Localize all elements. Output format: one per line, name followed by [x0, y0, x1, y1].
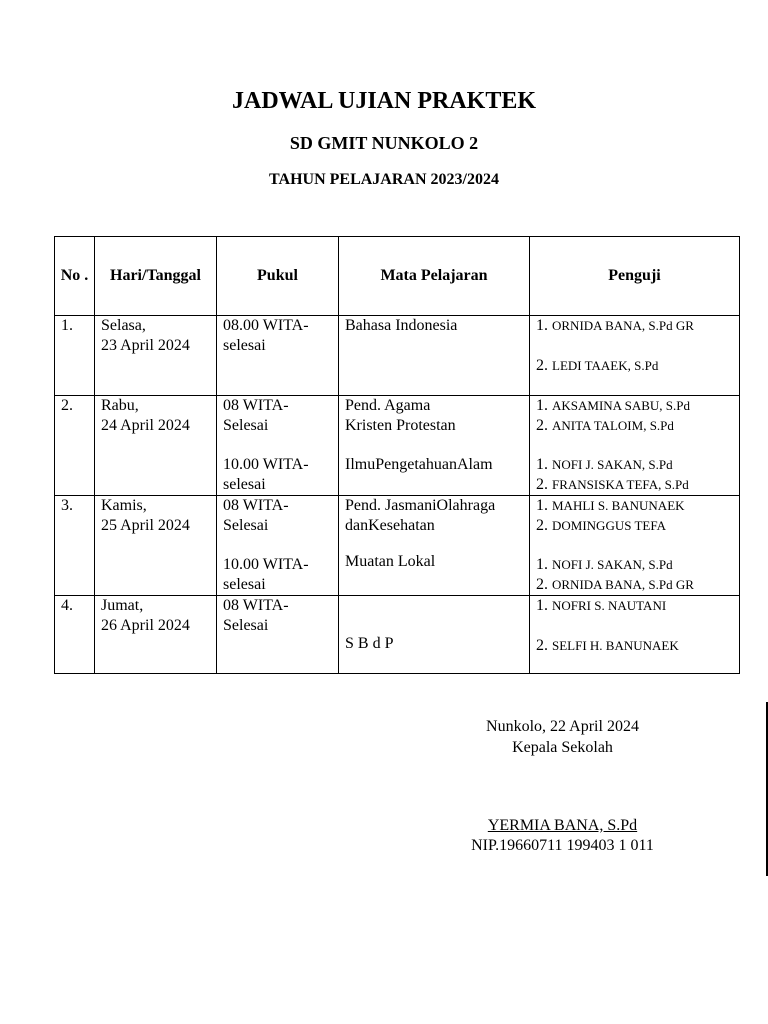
exam-schedule-table [54, 236, 740, 674]
header-day: Hari/Tanggal [95, 237, 217, 316]
row-subject: Pend. Agama Kristen Protestan IlmuPengetahuanAlam [339, 396, 530, 496]
table-row [55, 396, 740, 496]
row-day: Selasa, 23 April 2024 [95, 316, 217, 396]
signature-nip: NIP.19660711 199403 1 011 [471, 837, 654, 854]
header-examiner: Penguji [530, 237, 740, 316]
signature-role: Kepala Sekolah [512, 739, 613, 756]
row-time: 08 WITA- Selesai [217, 596, 339, 674]
academic-year: TAHUN PELAJARAN 2023/2024 [269, 171, 499, 188]
row-number: 2. [55, 396, 95, 496]
row-number: 1. [55, 316, 95, 396]
row-subject: S B d P [339, 596, 530, 674]
row-day: Rabu, 24 April 2024 [95, 396, 217, 496]
row-examiner: 1. AKSAMINA SABU, S.Pd 2. ANITA TALOIM, S.Pd 1. NOFI J. SAKAN, S.Pd 2. FRANSISKA TEFA, S.Pd [530, 396, 740, 496]
row-subject: Pend. JasmaniOlahraga danKesehatan Muatan Lokal [339, 496, 530, 596]
row-time: 08.00 WITA- selesai [217, 316, 339, 396]
header-no: No . [55, 237, 95, 316]
header-time: Pukul [217, 237, 339, 316]
row-examiner: 1. MAHLI S. BANUNAEK 2. DOMINGGUS TEFA 1. NOFI J. SAKAN, S.Pd 2. ORNIDA BANA, S.Pd GR [530, 496, 740, 596]
row-time: 08 WITA- Selesai 10.00 WITA- selesai [217, 496, 339, 596]
row-time: 08 WITA- Selesai 10.00 WITA- selesai [217, 396, 339, 496]
row-number: 4. [55, 596, 95, 674]
table-header-row [55, 237, 740, 316]
row-day: Jumat, 26 April 2024 [95, 596, 217, 674]
signature-name: YERMIA BANA, S.Pd [487, 817, 638, 834]
row-day: Kamis, 25 April 2024 [95, 496, 217, 596]
school-name: SD GMIT NUNKOLO 2 [289, 133, 479, 153]
table-row [55, 596, 740, 674]
row-number: 3. [55, 496, 95, 596]
row-subject: Bahasa Indonesia [339, 316, 530, 396]
document-title: JADWAL UJIAN PRAKTEK [231, 88, 537, 114]
table-row [55, 316, 740, 396]
table-row [55, 496, 740, 596]
row-examiner: 1. ORNIDA BANA, S.Pd GR 2. LEDI TAAEK, S.Pd [530, 316, 740, 396]
row-examiner: 1. NOFRI S. NAUTANI 2. SELFI H. BANUNAEK [530, 596, 740, 674]
header-subject: Mata Pelajaran [339, 237, 530, 316]
signature-place-date: Nunkolo, 22 April 2024 [486, 718, 639, 735]
